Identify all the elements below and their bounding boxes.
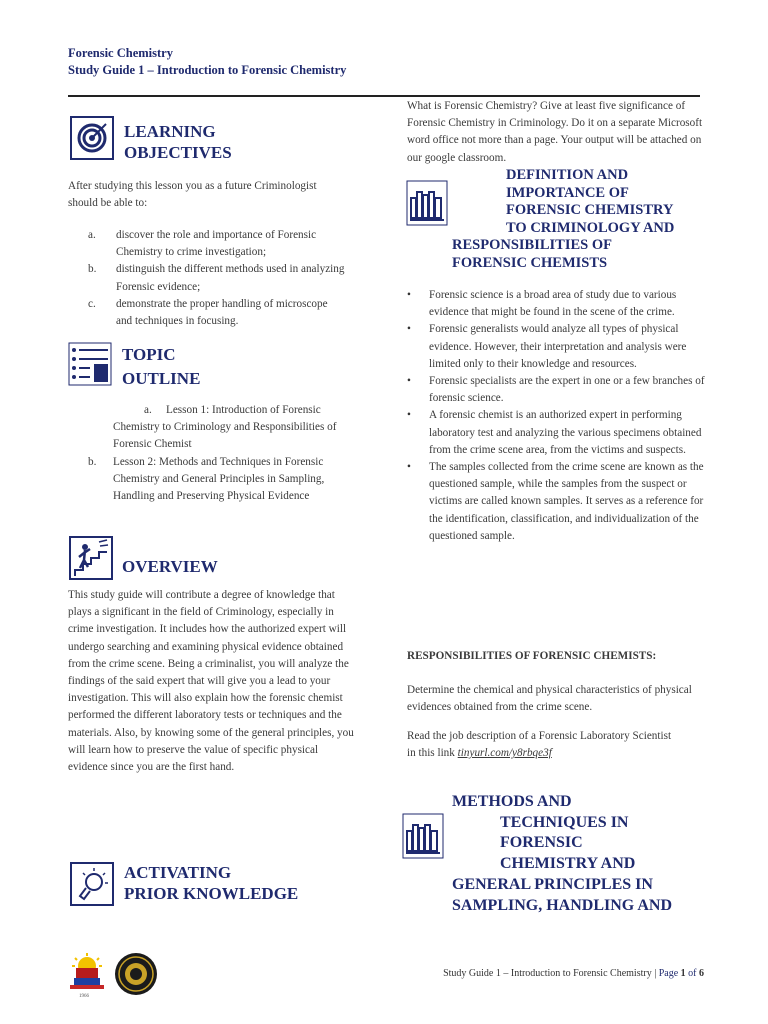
- staircase-icon: [69, 536, 113, 580]
- list-item: • Forensic generalists would analyze all types of physical evidence. However, their interpretation and analysis were limited only to their knowledge and resources.: [405, 321, 705, 373]
- definition-section-title: DEFINITION AND IMPORTANCE OF FORENSIC CHEMISTRY TO CRIMINOLOGY AND RESPONSIBILITIES OF FORENSIC CHEMISTS: [452, 167, 675, 271]
- list-item: • Forensic specialists are the expert in one or a few branches of forensic science.: [405, 373, 705, 407]
- activity-question: What is Forensic Chemistry? Give at least five significance of Forensic Chemistry in Criminology. Do it on a separate Microsoft word office not more than a page. Your output will be attached on our google classroom.: [407, 100, 703, 164]
- books-icon: [402, 813, 444, 859]
- activating-prior-knowledge-title: ACTIVATING PRIOR KNOWLEDGE: [124, 863, 299, 903]
- lightbulb-icon: [70, 862, 114, 906]
- list-item: • A forensic chemist is an authorized expert in performing laboratory test and analyzing the various specimens obtained from the crime scene area, from the victims and suspects.: [405, 407, 705, 459]
- page-footer: Study Guide 1 – Introduction to Forensic Chemistry | Page 1 of 6: [443, 968, 704, 979]
- list-item: • The samples collected from the crime scene are known as the questioned sample, while the samples from the suspect or victims are called known samples. It serves as a reference for the identification, classification, and individualization of the questioned sample.: [405, 459, 705, 545]
- seal-year: 1966: [79, 994, 89, 999]
- overview-text: This study guide will contribute a degree of knowledge that plays a significant in the field of Criminology, especially in crime investigation. It includes how the authorized expert will undergo searching and examining physical evidence obtained from the crime scene. Being a criminalist, you will analyze the findings of the said expert that will give you a lead to your investigation. This will also explain how the forensic chemist performed the different laboratory tests or techniques and the materials. Also, by knowing some of the general principles, you will learn how to preserve the value of specific physical evidence since you are the first hand.: [68, 589, 354, 774]
- list-item: c. demonstrate the proper handling of microscope and techniques in focusing.: [88, 297, 328, 328]
- list-item: • Forensic science is a broad area of study due to various evidence that might be found in the scene of the crime.: [405, 287, 705, 321]
- list-item: b. Lesson 2: Methods and Techniques in Forensic Chemistry and General Principles in Sampling, Handling and Preserving Physical Evidence: [88, 455, 325, 503]
- topic-outline-list: [88, 402, 350, 505]
- target-icon: [70, 116, 114, 160]
- learning-objectives-title: LEARNING OBJECTIVES: [124, 122, 232, 162]
- list-item: a. discover the role and importance of Forensic Chemistry to crime investigation;: [88, 229, 317, 259]
- responsibilities-text: Determine the chemical and physical characteristics of physical evidences obtained from the crime scene.: [407, 684, 692, 714]
- books-icon: [406, 180, 448, 226]
- seal-logo: [66, 952, 108, 994]
- learning-intro: After studying this lesson you as a future Criminologist should be able to:: [68, 180, 317, 210]
- outline-icon: [68, 342, 112, 386]
- overview-title: OVERVIEW: [122, 557, 218, 576]
- university-seal-logo: [114, 952, 158, 996]
- list-item: a. Lesson 1: Introduction of Forensic Chemistry to Criminology and Responsibilities of Forensic Chemist: [113, 404, 337, 451]
- job-description-link[interactable]: tinyurl.com/y8rbqe3f: [457, 747, 552, 760]
- page-total: 6: [699, 968, 704, 979]
- list-item: b. distinguish the different methods used in analyzing Forensic evidence;: [88, 263, 345, 293]
- page-number: 1: [680, 968, 686, 979]
- methods-section-title: METHODS AND TECHNIQUES IN FORENSIC CHEMISTRY AND GENERAL PRINCIPLES IN SAMPLING, HANDLING AND: [452, 793, 673, 914]
- header-course: Forensic Chemistry: [68, 46, 173, 60]
- header-guide-title: Study Guide 1 – Introduction to Forensic Chemistry: [68, 63, 347, 77]
- responsibilities-heading: RESPONSIBILITIES OF FORENSIC CHEMISTS:: [407, 650, 657, 662]
- header-rule: [68, 95, 700, 97]
- topic-outline-title: TOPIC OUTLINE: [122, 345, 201, 388]
- definition-bullets: [405, 287, 705, 545]
- learning-objectives-list: [88, 227, 346, 330]
- job-description-text: Read the job description of a Forensic Laboratory Scientist in this link tinyurl.com/y8rbqe3f: [407, 730, 672, 760]
